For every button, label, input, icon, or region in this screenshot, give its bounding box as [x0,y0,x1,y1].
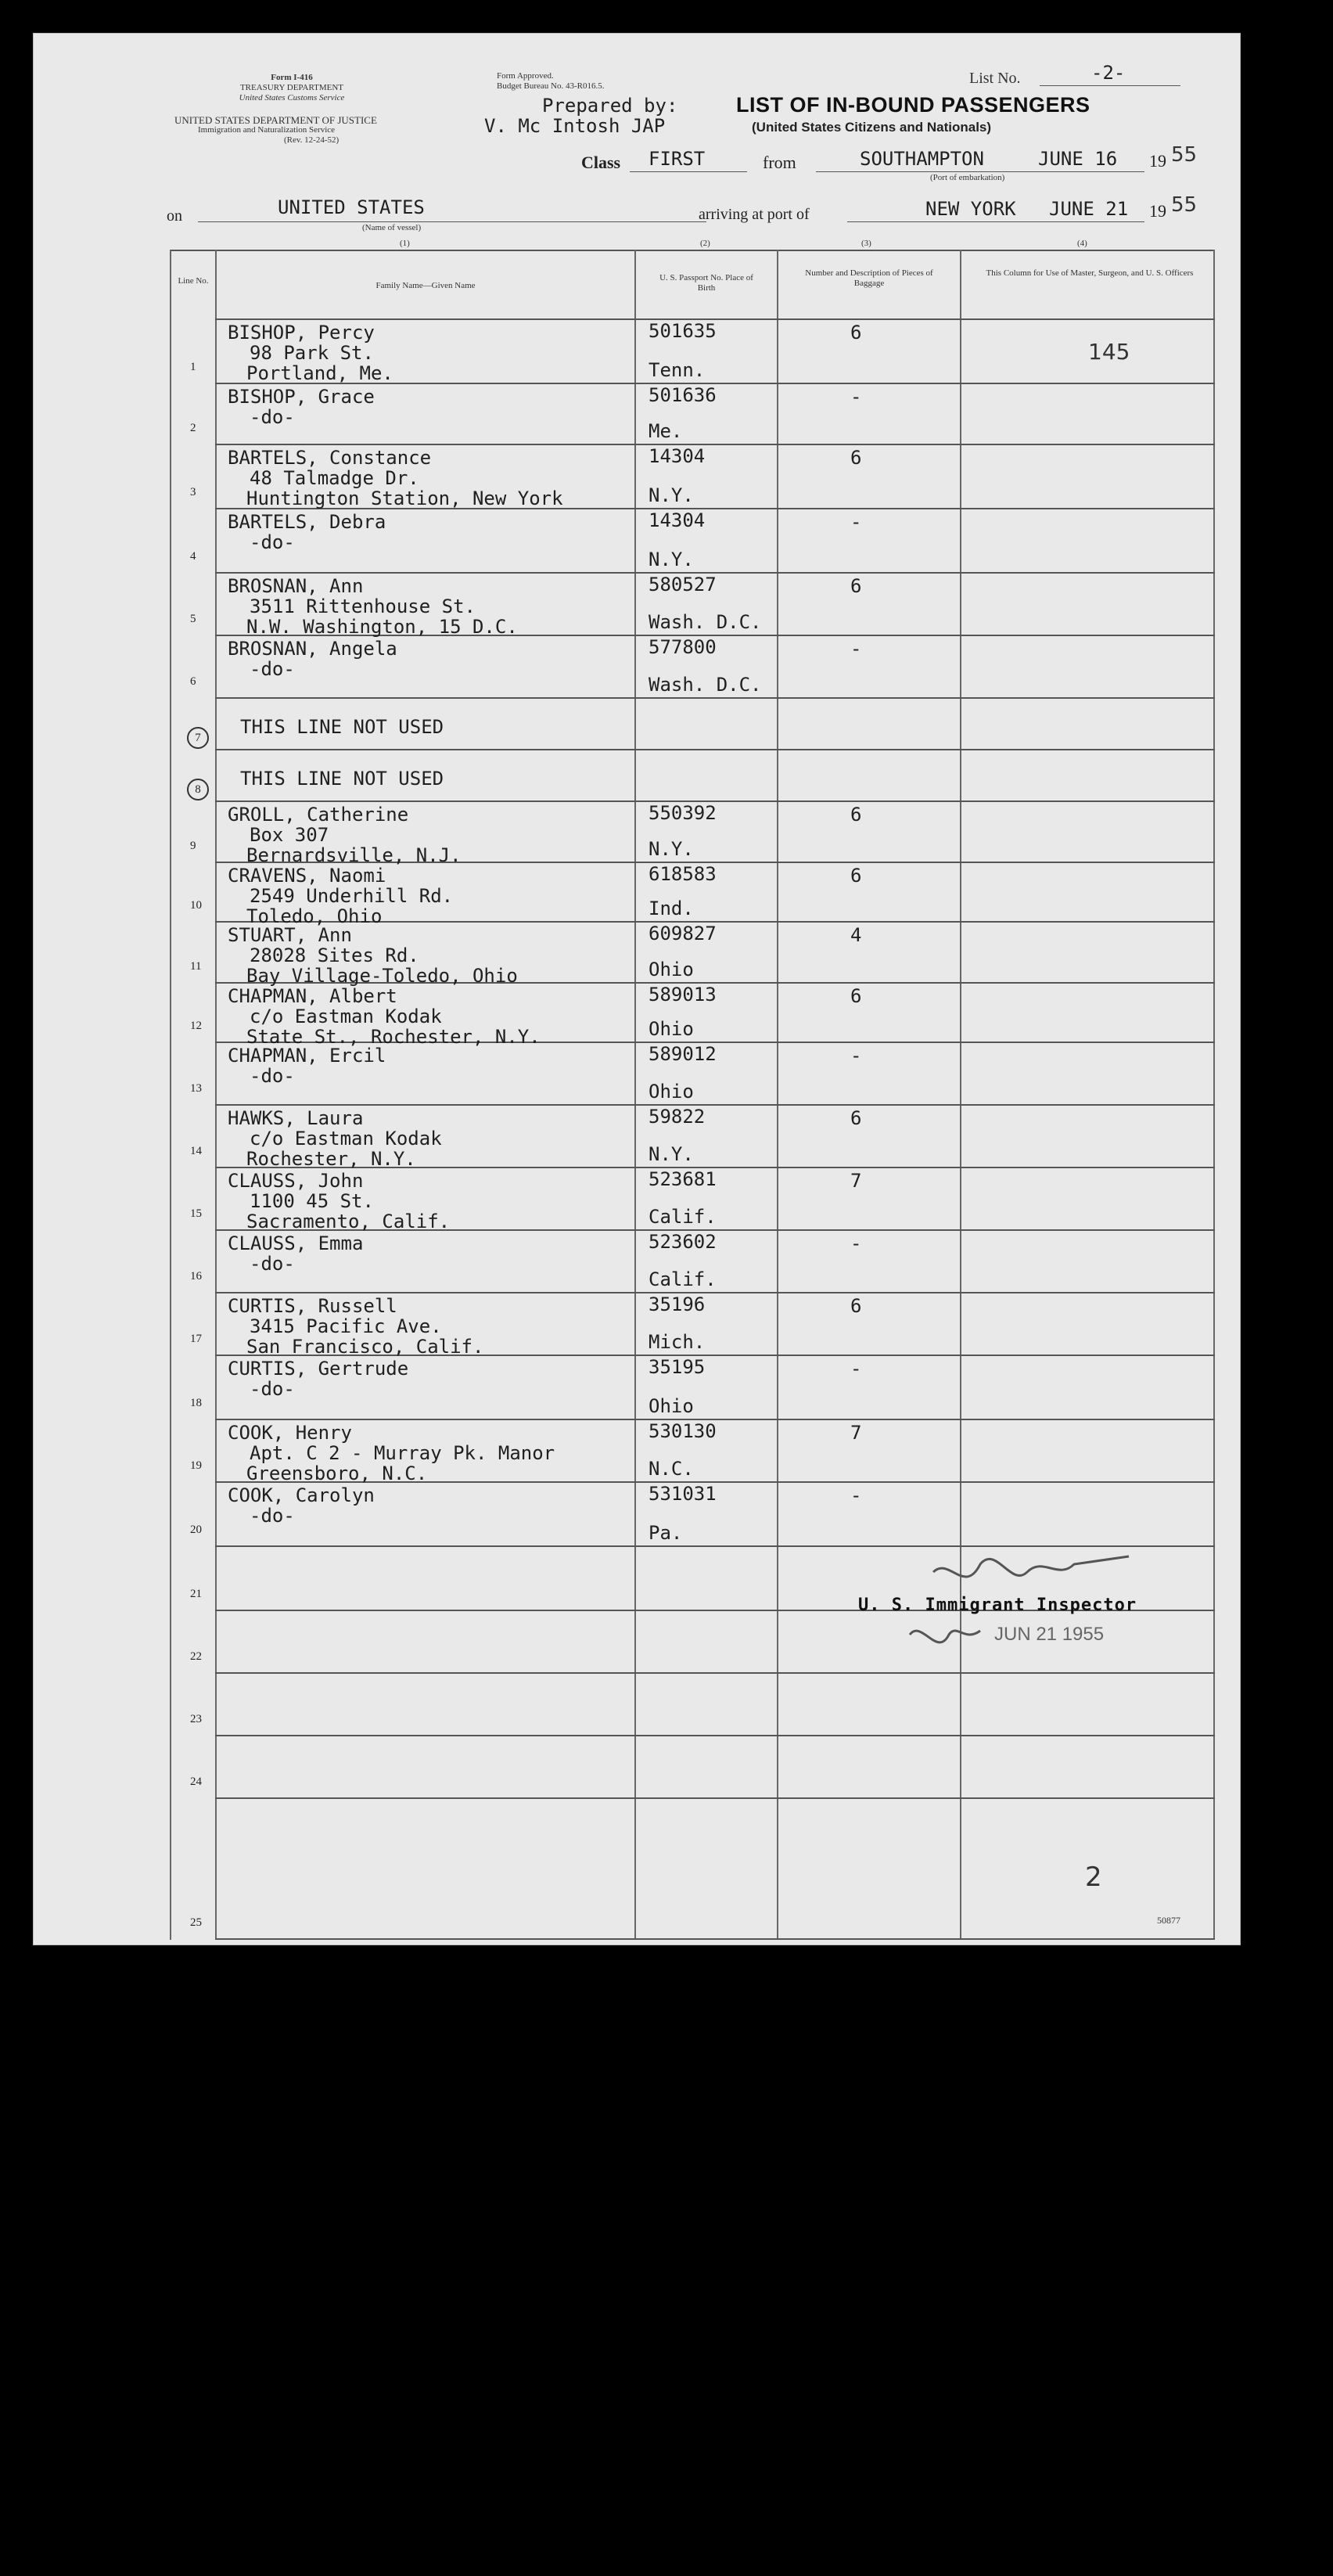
passenger-address-line-1: 2549 Underhill Rd. [250,885,454,907]
baggage-count: 6 [850,985,862,1007]
passport-number: 523602 [649,1231,717,1253]
place-of-birth: Calif. [649,1268,717,1290]
line-number: 5 [190,613,196,625]
on-label: on [167,207,182,225]
line-number: 12 [190,1020,202,1032]
table-row [34,636,1238,699]
table-row [34,1106,1238,1168]
prepared-by-name: V. Mc Intosh JAP [484,115,666,137]
page-title: LIST OF IN-BOUND PASSENGERS [736,93,1090,117]
treasury-label: TREASURY DEPARTMENT [239,83,344,92]
passport-number: 35196 [649,1293,706,1315]
table-row [34,1420,1238,1483]
rev-label: (Rev. 12-24-52) [284,135,340,145]
list-no-label: List No. [969,70,1021,87]
passenger-address-line-1: 1100 45 St. [250,1190,374,1212]
baggage-count: - [850,1484,862,1506]
line-number: 19 [190,1459,202,1472]
passenger-name: BROSNAN, Ann [228,575,364,597]
table-row [34,1674,1238,1736]
passenger-address-line-1: 3415 Pacific Ave. [250,1315,442,1337]
table-row [34,509,1238,574]
passenger-address-line-2: Sacramento, Calif. [246,1211,451,1232]
passenger-address-line-1: c/o Eastman Kodak [250,1128,442,1149]
table-row [34,1168,1238,1231]
line-number: 6 [190,675,196,688]
place-of-birth: N.Y. [649,549,694,570]
passenger-address-line-2: Toledo, Ohio [246,905,383,927]
passport-number: 618583 [649,863,717,885]
line-number: 11 [190,960,202,973]
place-of-birth: Pa. [649,1522,683,1544]
baggage-count: 6 [850,1295,862,1317]
form-code: 50877 [1157,1915,1180,1926]
table-row [34,802,1238,866]
passenger-name: CURTIS, Gertrude [228,1358,409,1380]
place-of-birth: N.C. [649,1458,694,1480]
from-value: SOUTHAMPTON [860,148,984,170]
table-row [34,1483,1238,1547]
passenger-address-line-1: -do- [250,1505,295,1527]
page-subtitle: (United States Citizens and Nationals) [752,120,992,135]
passport-number: 523681 [649,1168,717,1190]
baggage-count: 7 [850,1170,862,1192]
col-header-name: Family Name—Given Name [375,281,476,290]
table-row [34,699,1238,750]
passport-number: 14304 [649,445,706,467]
passenger-name: HAWKS, Laura [228,1107,364,1129]
col-header-baggage: Number and Description of Pieces of Baggage [805,268,933,288]
baggage-count: - [850,1232,862,1254]
class-value: FIRST [649,148,706,170]
passport-number: 501635 [649,320,717,342]
passenger-address-line-1: Apt. C 2 - Murray Pk. Manor [250,1442,555,1464]
passport-number: 589012 [649,1043,717,1065]
line-number: 9 [190,840,196,852]
passenger-address-line-2: Huntington Station, New York [246,487,563,509]
passenger-address-line-2: Bernardsville, N.J. [246,844,462,866]
baggage-count: 6 [850,322,862,344]
passenger-name: CHAPMAN, Ercil [228,1045,386,1067]
vessel-value: UNITED STATES [278,196,425,218]
col-header-passport: U. S. Passport No. Place of Birth [659,273,753,293]
officer-note: 145 [1088,339,1130,365]
passenger-address-line-1: -do- [250,1378,295,1400]
passenger-address-line-2: Rochester, N.Y. [246,1148,416,1170]
manifest-page [33,33,1241,1945]
place-of-birth: Ohio [649,1081,694,1103]
place-of-birth: Me. [649,420,683,442]
list-no-value: -2- [1091,62,1126,84]
line-number: 22 [190,1650,202,1663]
passenger-address-line-2: San Francisco, Calif. [246,1336,484,1358]
passenger-name: STUART, Ann [228,924,352,946]
passenger-name: BISHOP, Percy [228,322,375,344]
place-of-birth: N.Y. [649,484,694,506]
line-number: 8 [187,779,209,801]
passenger-name: BARTELS, Constance [228,447,432,469]
table-row [34,984,1238,1048]
passenger-name: CLAUSS, John [228,1170,364,1192]
passenger-address-line-1: -do- [250,531,295,553]
baggage-count: - [850,386,862,408]
line-number: 4 [190,550,196,563]
passenger-name: BARTELS, Debra [228,511,386,533]
page-mark: 2 [1085,1862,1102,1893]
passport-number: 501636 [649,384,717,406]
baggage-count: 6 [850,1107,862,1129]
place-of-birth: N.Y. [649,838,694,860]
passenger-address-line-1: 28028 Sites Rd. [250,944,419,966]
passenger-address-line-2: Portland, Me. [246,362,393,384]
line-number: 3 [190,486,196,498]
passport-number: 531031 [649,1483,717,1505]
passport-number: 14304 [649,509,706,531]
passenger-name: BISHOP, Grace [228,386,375,408]
embark-date: JUNE 16 [1038,148,1118,170]
place-of-birth: Ind. [649,898,694,919]
passenger-name: THIS LINE NOT USED [240,716,444,738]
inspector-signature [878,1549,1160,1682]
baggage-count: 4 [850,924,862,946]
table-row [34,1231,1238,1293]
customs-label: United States Customs Service [239,93,345,103]
passport-number: 609827 [649,923,717,944]
line-number: 18 [190,1397,202,1409]
line-number: 16 [190,1270,202,1283]
place-of-birth: Ohio [649,1018,694,1040]
baggage-count: 6 [850,804,862,826]
passport-number: 550392 [649,802,717,824]
place-of-birth: Ohio [649,1395,694,1417]
passport-number: 530130 [649,1420,717,1442]
passenger-address-line-2: State St., Rochester, N.Y. [246,1026,541,1048]
line-number: 10 [190,899,202,912]
passenger-name: CURTIS, Russell [228,1295,397,1317]
line-number: 15 [190,1207,202,1220]
baggage-count: - [850,638,862,660]
passenger-name: COOK, Henry [228,1422,352,1444]
place-of-birth: Calif. [649,1206,717,1228]
place-of-birth: N.Y. [649,1143,694,1165]
arriving-label: arriving at port of [699,206,810,223]
stamp-date: JUN 21 1955 [994,1624,1105,1645]
passenger-address-line-1: -do- [250,1065,295,1087]
passenger-address-line-2: Greensboro, N.C. [246,1462,428,1484]
passport-number: 35195 [649,1356,706,1378]
line-number: 23 [190,1713,202,1725]
arrival-date: JUNE 21 [1049,198,1129,220]
passenger-name: GROLL, Catherine [228,804,409,826]
place-of-birth: Wash. D.C. [649,611,762,633]
table-row [34,1356,1238,1420]
passenger-name: CLAUSS, Emma [228,1232,364,1254]
passenger-address-line-1: c/o Eastman Kodak [250,1006,442,1027]
ins-label: Immigration and Naturalization Service [198,125,336,135]
embark-year-suffix: 55 [1171,143,1198,167]
place-of-birth: Wash. D.C. [649,674,762,696]
table-row [34,923,1238,987]
arrival-year-prefix: 19 [1149,201,1166,221]
baggage-count: 7 [850,1422,862,1444]
passenger-name: THIS LINE NOT USED [240,768,444,790]
passenger-address-line-2: Bay Village-Toledo, Ohio [246,965,518,987]
baggage-count: - [850,1045,862,1067]
passenger-address-line-1: -do- [250,406,295,428]
arrival-port: NEW YORK [925,198,1016,220]
line-number: 25 [190,1916,202,1929]
baggage-count: 6 [850,447,862,469]
place-of-birth: Mich. [649,1331,706,1353]
passenger-name: COOK, Carolyn [228,1484,375,1506]
form-number: Form I-416 [271,73,313,82]
col-header-line-no: Line No. [178,276,209,286]
line-number: 17 [190,1333,202,1345]
passenger-address-line-2: N.W. Washington, 15 D.C. [246,616,518,638]
col-header-officers: This Column for Use of Master, Surgeon, and U. S. Officers [986,268,1194,278]
vessel-label: (Name of vessel) [362,223,422,232]
place-of-birth: Ohio [649,959,694,980]
table-top-border [170,250,1215,251]
passport-number: 59822 [649,1106,706,1128]
justice-label: UNITED STATES DEPARTMENT OF JUSTICE [174,114,377,126]
line-number: 24 [190,1775,202,1788]
passenger-name: BROSNAN, Angela [228,638,397,660]
class-label: Class [581,153,621,172]
from-label: from [763,153,796,172]
passport-number: 580527 [649,574,717,595]
embark-year-prefix: 19 [1149,151,1166,171]
table-row [34,1293,1238,1356]
baggage-count: 6 [850,865,862,887]
table-row [34,320,1238,384]
passenger-address-line-1: 3511 Rittenhouse St. [250,595,476,617]
line-number: 1 [190,361,196,373]
table-row [34,445,1238,509]
port-of-embarkation-label: (Port of embarkation) [930,173,1005,182]
baggage-count: 6 [850,575,862,597]
col-num-1: (1) [400,239,410,248]
line-number: 20 [190,1524,202,1536]
budget-bureau: Budget Bureau No. 43-R016.5. [497,81,605,91]
table-row [34,1799,1238,1940]
form-approved: Form Approved. [497,71,554,81]
table-row [34,1736,1238,1799]
stamp-title: U. S. Immigrant Inspector [858,1596,1137,1615]
baggage-count: - [850,1358,862,1380]
table-row [34,863,1238,927]
table-row [34,384,1238,445]
baggage-count: - [850,511,862,533]
passenger-address-line-1: -do- [250,1253,295,1275]
arrival-year-suffix: 55 [1171,193,1198,217]
passenger-address-line-1: 48 Talmadge Dr. [250,467,419,489]
line-number: 14 [190,1145,202,1157]
passenger-address-line-1: 98 Park St. [250,342,374,364]
passenger-name: CHAPMAN, Albert [228,985,397,1007]
passenger-name: CRAVENS, Naomi [228,865,386,887]
place-of-birth: Tenn. [649,359,706,381]
prepared-by-label: Prepared by: [542,95,678,117]
col-num-2: (2) [700,239,710,248]
col-num-3: (3) [861,239,871,248]
line-number: 13 [190,1082,202,1095]
passport-number: 577800 [649,636,717,658]
line-number: 21 [190,1588,202,1600]
table-row [34,750,1238,802]
passenger-address-line-1: Box 307 [250,824,329,846]
passenger-address-line-1: -do- [250,658,295,680]
passport-number: 589013 [649,984,717,1006]
table-row [34,1043,1238,1106]
line-number: 7 [187,727,209,749]
col-num-4: (4) [1077,239,1087,248]
line-number: 2 [190,422,196,434]
table-row [34,574,1238,636]
